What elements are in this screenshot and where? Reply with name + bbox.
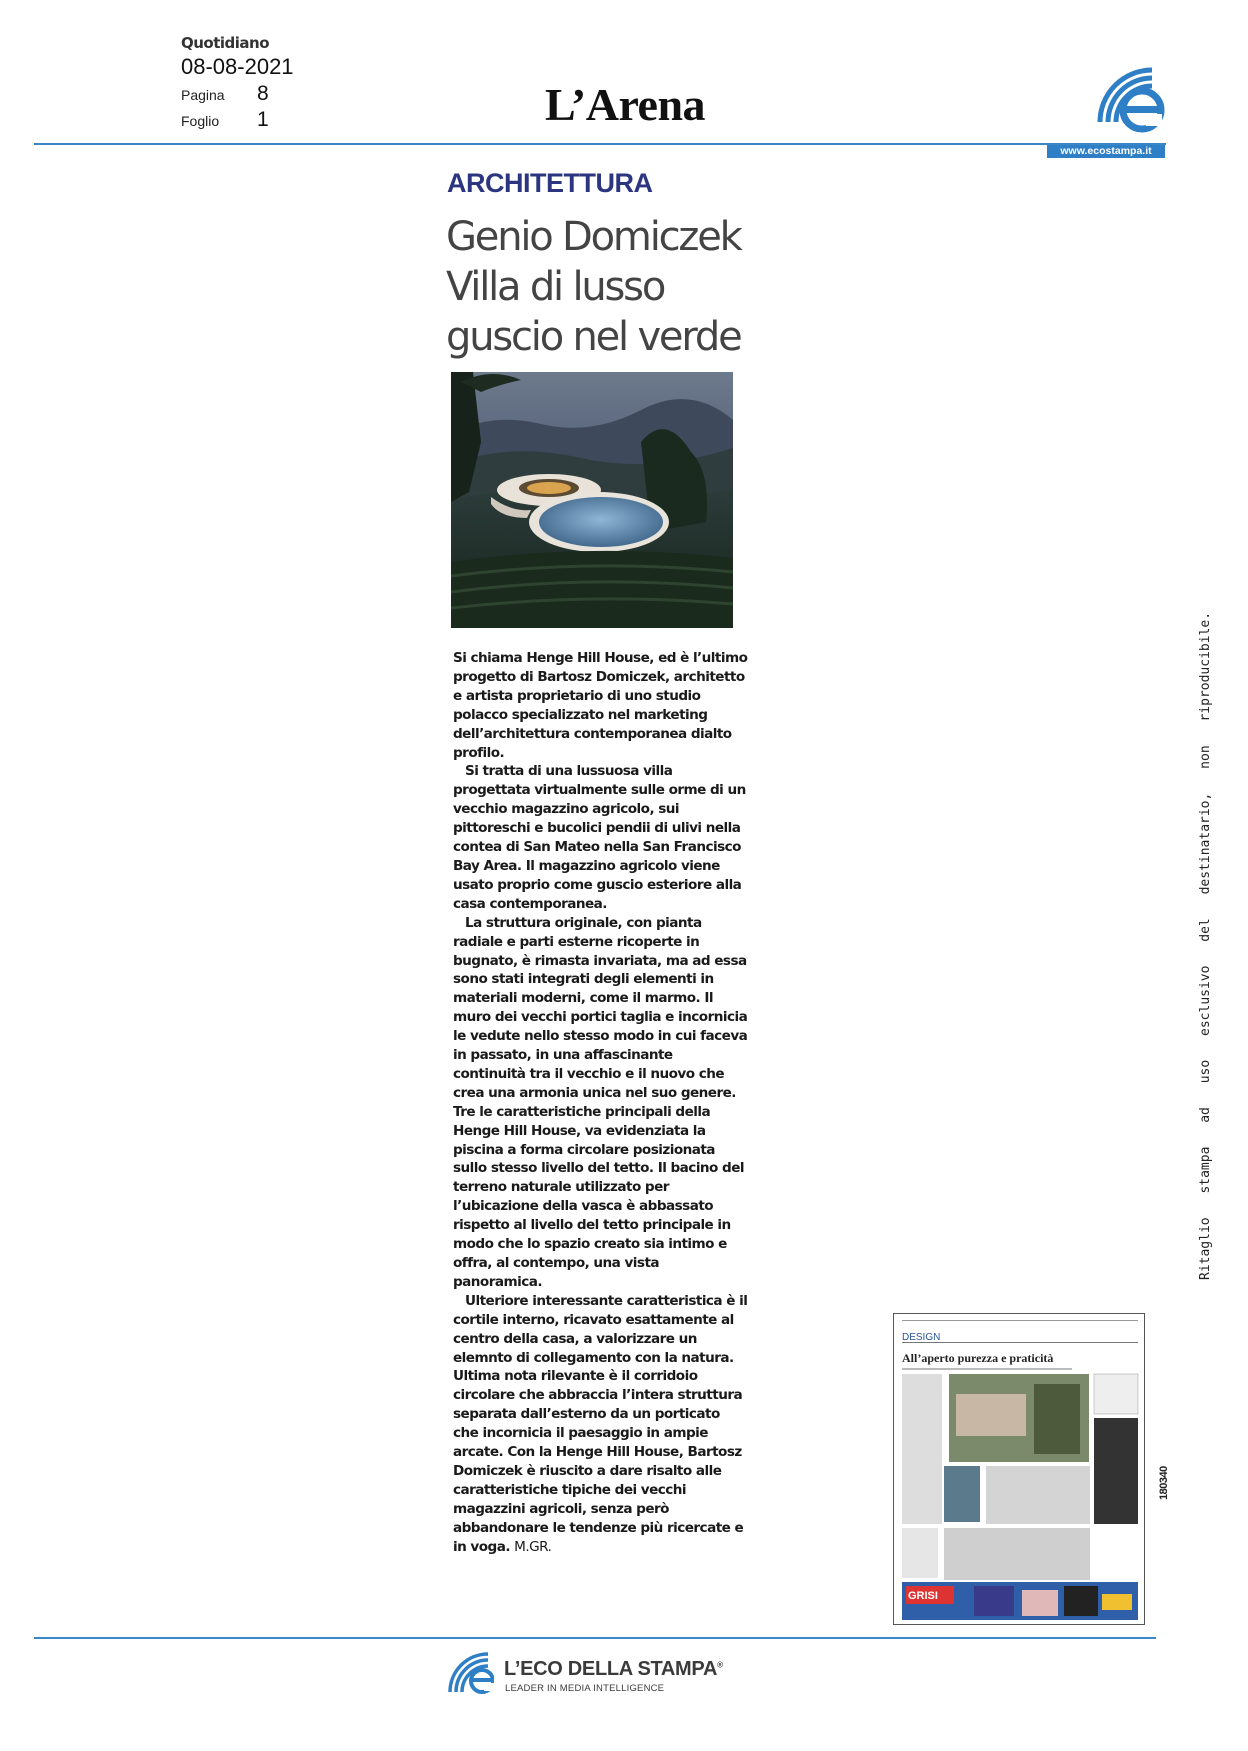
trademark-symbol: ® [717,1660,723,1670]
footer-brand [504,1658,723,1681]
page-row [181,82,294,106]
page-label: Pagina [181,87,225,103]
ecostampa-website[interactable]: www.ecostampa.it [1047,144,1165,158]
newspaper-masthead: L’Arena [544,79,706,130]
headline-line: Villa di lusso [446,264,665,310]
clipping-code: 180340 [1158,1466,1170,1500]
footer-tagline: LEADER IN MEDIA INTELLIGENCE [505,1683,665,1694]
clipping-meta [181,34,294,132]
sheet-label: Foglio [181,113,220,129]
publication-date: 08-08-2021 [181,54,294,79]
header-divider [34,143,1166,145]
sheet-row [181,108,294,132]
author-signature: M.GR. [514,1538,552,1555]
eco-della-stampa-logo-icon [444,1646,494,1694]
publication-type: Quotidiano [181,34,270,52]
article-headline [446,212,786,362]
thumbnail-headline: All’aperto purezza e praticità [902,1351,1054,1365]
article-paragraph: Si tratta di una lussuosa villa progettata virtualmente sulle orme di un vecchio magazzino agricolo, sui pittoreschi e bucolici pendii di ulivi nella contea di San Mateo nella San Francisco Bay Area. Il magazzino agricolo viene usato proprio come guscio esteriore alla casa contemporanea. [453,763,746,912]
article-paragraph: Si chiama Henge Hill House, ed è l’ultimo progetto di Bartosz Domiczek, architetto e artista proprietario di uno studio polacco specializzato nel marketing dell’architettura contemporanea dialto profilo. [453,650,748,761]
page-value: 8 [257,82,269,105]
ecostampa-logo-icon [1086,54,1166,134]
thumbnail-page-render [894,1314,1145,1625]
svg-text:GRISI: GRISI [908,1590,938,1602]
section-label: ARCHITETTURA [447,168,653,198]
headline-line: guscio nel verde [446,314,741,360]
sheet-value: 1 [257,108,269,131]
article-paragraph: La struttura originale, con pianta radiale e parti esterne ricoperte in bugnato, è rimasta invariata, ma ad essa sono stati integrati degli elementi in materiali moderni, come il marmo. Il muro dei vecchi portici taglia e incornicia le vedute nello stesso modo in cui faceva in passato, in una affascinante continuità tra il vecchio e il nuovo che crea una armonia unica nel suo genere. Tre le caratteristiche principali della Henge Hill House, va evidenziata la piscina a forma circolare posizionata sullo stesso livello del tetto. Il bacino del terreno naturale utilizzato per l’ubicazione della vasca è abbassato rispetto al livello del tetto principale in modo che lo spazio creato sia intimo e offra, al contempo, una vista panoramica. [453,914,748,1290]
article-paragraph-last [453,1292,749,1557]
footer-divider [34,1637,1156,1639]
thumbnail-section: DESIGN [902,1332,941,1343]
page-thumbnail [893,1313,1145,1625]
footer-brand-name: L’ECO DELLA STAMPA [504,1658,718,1680]
usage-notice: Ritaglio stampa ad uso esclusivo del destinatario, non riproducibile. [1198,611,1213,1280]
article-paragraph-text: Ulteriore interessante caratteristica è il cortile interno, ricavato esattamente al centro della casa, a valorizzare un elemnto di collegamento con la natura. Ultima nota rilevante è il corridoio circolare che abbraccia l’intera struttura separata dall’esterno da un porticato che incornicia il paesaggio in ampie arcate. Con la Henge Hill House, Bartosz Domiczek è riuscito a dare risalto alle caratteristiche tipiche dei vecchi magazzini agricoli, senza però abbandonare le tendenze più ricercate e in voga. [453,1292,748,1555]
villa-photo [451,372,733,628]
article-body [453,649,749,1557]
headline-line: Genio Domiczek [446,214,741,260]
